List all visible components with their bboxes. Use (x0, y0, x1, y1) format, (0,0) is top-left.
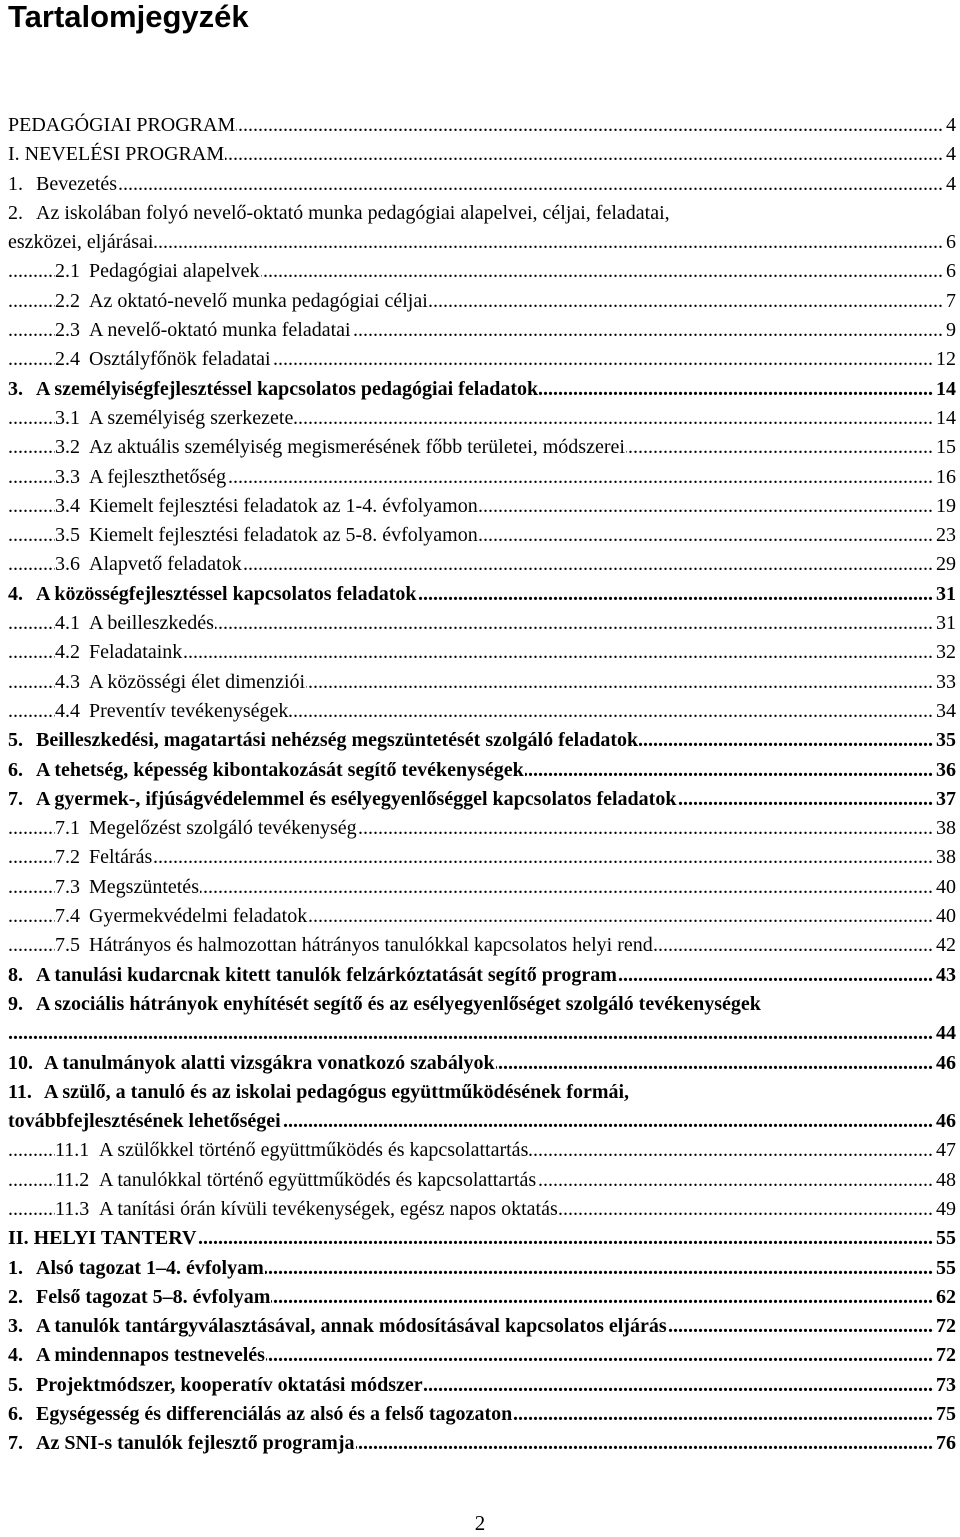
toc-entry-label (55, 404, 294, 433)
toc-entry-label (8, 228, 154, 257)
toc-entry-label (8, 199, 671, 228)
toc-entry[interactable] (8, 1371, 956, 1400)
toc-entry[interactable] (8, 1107, 956, 1136)
toc-entry-page: 32 (934, 638, 956, 667)
toc-entry-number: 2.1 (55, 260, 80, 283)
toc-entry-number: 1. (8, 1256, 23, 1279)
toc-entry-page: 73 (934, 1371, 956, 1400)
toc-entry[interactable] (8, 521, 956, 550)
toc-entry-text: II. HELYI TANTERV (8, 1227, 197, 1250)
toc-entry[interactable] (8, 228, 956, 257)
toc-entry-page: 19 (934, 492, 956, 521)
toc-entry[interactable] (8, 1224, 956, 1253)
toc-entry-text: Kiemelt fejlesztési feladatok az 5-8. évfolyamon (89, 524, 478, 547)
toc-entry[interactable] (8, 257, 956, 286)
toc-entry-number: 4.1 (55, 612, 80, 635)
toc-entry-text: A gyermek-, ifjúságvédelemmel és esélyegyenlőséggel kapcsolatos feladatok (36, 787, 677, 810)
toc-entry-text: Felső tagozat 5–8. évfolyam (36, 1285, 271, 1308)
toc-entry-text: Preventív tevékenységek (89, 699, 289, 722)
toc-entry-page: 72 (934, 1341, 956, 1370)
toc-entry-number: 4.3 (55, 670, 80, 693)
toc-entry[interactable] (8, 1254, 956, 1283)
toc-entry-label (55, 697, 289, 726)
toc-entry-label (55, 1166, 537, 1195)
toc-entry-label (8, 580, 418, 609)
toc-entry-page: 29 (934, 550, 956, 579)
toc-entry-page: 75 (934, 1400, 956, 1429)
toc-entry-page: 14 (934, 375, 956, 404)
toc-entry-label (8, 1224, 197, 1253)
toc-entry-number: 7.4 (55, 905, 80, 928)
toc-entry-page: 9 (944, 316, 956, 345)
toc-entry[interactable] (8, 287, 956, 316)
toc-entry-page: 34 (934, 697, 956, 726)
toc-entry-page: 15 (934, 433, 956, 462)
toc-entry-page: 47 (934, 1136, 956, 1165)
toc-entry-text: Hátrányos és halmozottan hátrányos tanulókkal kapcsolatos helyi rend (89, 934, 653, 957)
toc-entry[interactable] (8, 170, 956, 199)
toc-entry-label (55, 257, 261, 286)
toc-entry-page: 6 (944, 228, 956, 257)
toc-entry-number: 3.4 (55, 494, 80, 517)
toc-entry-page: 35 (934, 726, 956, 755)
toc-entry-label (55, 902, 308, 931)
toc-entry-text: Kiemelt fejlesztési feladatok az 1-4. évfolyamon (89, 494, 478, 517)
toc-entry-number: 4.2 (55, 641, 80, 664)
toc-entry-page: 38 (934, 843, 956, 872)
toc-entry-number: 3.3 (55, 465, 80, 488)
toc-entry-label (8, 1254, 265, 1283)
toc-entry-number: 7.2 (55, 846, 80, 869)
toc-entry-label (55, 1136, 529, 1165)
toc-entry[interactable] (8, 1341, 956, 1370)
toc-entry-label (8, 140, 225, 169)
toc-entry-page: 46 (934, 1107, 956, 1136)
toc-entry-label (55, 433, 626, 462)
toc-entry[interactable] (8, 1429, 956, 1458)
toc-entry[interactable] (8, 843, 956, 872)
toc-entry[interactable] (8, 492, 956, 521)
toc-entry-text: A személyiségfejlesztéssel kapcsolatos pedagógiai feladatok (36, 377, 539, 400)
toc-entry-text: A tanulók tantárgyválasztásával, annak módosításával kapcsolatos eljárás (36, 1315, 667, 1338)
toc-entry-label (8, 375, 539, 404)
toc-entry-number: 11.2 (55, 1168, 90, 1191)
toc-entry-label (8, 1400, 513, 1429)
toc-entry-label (55, 550, 243, 579)
toc-entry-label (8, 990, 762, 1019)
toc-entry-label (8, 1078, 630, 1107)
toc-entry-number: 1. (8, 172, 23, 195)
toc-entry-text: A tanulási kudarcnak kitett tanulók felzárkóztatását segítő program (36, 963, 617, 986)
toc-entry-text: A közösségfejlesztéssel kapcsolatos feladatok (36, 582, 417, 605)
toc-entry-number: 4.4 (55, 699, 80, 722)
toc-entry-text: Beilleszkedési, magatartási nehézség megszüntetését szolgáló feladatok (36, 729, 639, 752)
toc-entry-page: 4 (944, 140, 956, 169)
toc-entry[interactable] (8, 609, 956, 638)
toc-entry-number: 3. (8, 377, 23, 400)
toc-entry-text: Feltárás (89, 846, 153, 869)
toc-entry[interactable] (8, 990, 956, 1019)
toc-entry-page: 40 (934, 873, 956, 902)
toc-entry-label (8, 170, 118, 199)
toc-entry-label (55, 843, 153, 872)
toc-entry[interactable] (8, 580, 956, 609)
toc-entry[interactable] (8, 1078, 956, 1107)
toc-entry[interactable] (8, 873, 956, 902)
toc-entry-number: 8. (8, 963, 23, 986)
toc-entry-number: 11.1 (55, 1139, 90, 1162)
toc-entry-number: 7.5 (55, 934, 80, 957)
toc-entry-label (55, 668, 306, 697)
toc-entry-number: 3.1 (55, 406, 80, 429)
toc-entry[interactable] (8, 785, 956, 814)
toc-entry[interactable] (8, 404, 956, 433)
toc-entry-page: 4 (944, 170, 956, 199)
toc-entry-label (55, 521, 479, 550)
toc-entry-label (55, 492, 479, 521)
toc-entry-text: A mindennapos testnevelés (36, 1344, 265, 1367)
toc-entry-number: 11. (8, 1080, 32, 1103)
toc-entry-text: A tehetség, képesség kibontakozását segítő tevékenységek (36, 758, 524, 781)
dot-leader (8, 1019, 956, 1048)
toc-entry[interactable] (8, 199, 956, 228)
toc-entry-page: 62 (934, 1283, 956, 1312)
toc-entry-number: 7.1 (55, 817, 80, 840)
toc-entry-number: 2.3 (55, 319, 80, 342)
toc-entry-text: A szociális hátrányok enyhítését segítő és az esélyegyenlőséget szolgáló tevékenységek (36, 992, 761, 1015)
toc-entry[interactable] (8, 111, 956, 140)
toc-entry-page: 12 (934, 345, 956, 374)
toc-entry-page: 14 (934, 404, 956, 433)
toc-entry-label (8, 1429, 356, 1458)
toc-entry-text: Pedagógiai alapelvek (89, 260, 260, 283)
toc-entry-number: 10. (8, 1051, 33, 1074)
toc-entry-page: 43 (934, 961, 956, 990)
toc-entry-text: A fejleszthetőség (89, 465, 227, 488)
toc-entry-page: 31 (934, 609, 956, 638)
toc-entry-label (55, 814, 358, 843)
toc-entry[interactable] (8, 697, 956, 726)
toc-entry-text: I. NEVELÉSI PROGRAM (8, 143, 225, 166)
page-number: 2 (474, 1511, 486, 1535)
toc-entry-label (55, 1195, 559, 1224)
toc-entry-label (8, 726, 639, 755)
toc-entry-text: Bevezetés (36, 172, 118, 195)
toc-entry-page: 46 (934, 1049, 956, 1078)
toc-entry-label (55, 463, 227, 492)
toc-entry-text: A közösségi élet dimenziói (89, 670, 306, 693)
toc-entry-text: Alsó tagozat 1–4. évfolyam (36, 1256, 264, 1279)
toc-entry[interactable] (8, 1195, 956, 1224)
toc-entry-number: 3.2 (55, 436, 80, 459)
toc-entry-label (8, 756, 525, 785)
toc-entry-page: 38 (934, 814, 956, 843)
toc-entry-page: 7 (944, 287, 956, 316)
toc-entry-page: 6 (944, 257, 956, 286)
toc-entry-text: A személyiség szerkezete (89, 406, 294, 429)
toc-entry[interactable] (8, 931, 956, 960)
toc-entry-number: 6. (8, 758, 23, 781)
toc-entry[interactable] (8, 961, 956, 990)
toc-entry-number: 2.2 (55, 289, 80, 312)
toc-entry-number: 2.4 (55, 348, 80, 371)
toc-entry[interactable] (8, 375, 956, 404)
toc-entry[interactable] (8, 668, 956, 697)
toc-entry-page: 55 (934, 1224, 956, 1253)
toc-entry-number: 7. (8, 787, 23, 810)
toc-entry-page: 33 (934, 668, 956, 697)
toc-entry-number: 6. (8, 1403, 23, 1426)
toc-entry-page: 72 (934, 1312, 956, 1341)
toc-entry-text: Projektmódszer, kooperatív oktatási módszer (36, 1373, 423, 1396)
toc-entry-label (55, 609, 215, 638)
toc-entry-text: Megszüntetés (89, 875, 199, 898)
toc-entry[interactable] (8, 1136, 956, 1165)
toc-entry-text: A beilleszkedés (89, 612, 214, 635)
toc-entry-number: 11.3 (55, 1197, 90, 1220)
toc-entry[interactable] (8, 756, 956, 785)
toc-entry-label (55, 931, 654, 960)
toc-entry-page: 42 (934, 931, 956, 960)
toc-entry[interactable] (8, 1166, 956, 1195)
toc-entry[interactable] (8, 1049, 956, 1078)
toc-entry-page: 76 (934, 1429, 956, 1458)
toc-entry-label (55, 316, 352, 345)
toc-entry-label (8, 1371, 424, 1400)
toc-entry-page: 48 (934, 1166, 956, 1195)
toc-entry-page: 16 (934, 463, 956, 492)
toc-entry-number: 2. (8, 201, 23, 224)
toc-entry-label (55, 873, 200, 902)
toc-entry[interactable] (8, 433, 956, 462)
toc-entry-label (8, 1312, 668, 1341)
toc-entry-label (8, 1049, 496, 1078)
toc-entry-page: 44 (934, 1019, 956, 1048)
toc-entry-label (8, 961, 618, 990)
toc-entry-text: PEDAGÓGIAI PROGRAM (8, 114, 236, 136)
toc-entry-number: 5. (8, 1373, 23, 1396)
toc-entry-text: A tanulókkal történő együttműködés és kapcsolattartás (99, 1168, 537, 1191)
toc-entry-label (55, 638, 183, 667)
toc-entry-text: Feladataink (89, 641, 183, 664)
toc-entry-number: 3.5 (55, 524, 80, 547)
toc-entry-page: 55 (934, 1254, 956, 1283)
toc-entry[interactable] (8, 1283, 956, 1312)
toc-entry-text: eszközei, eljárásai (8, 231, 154, 254)
toc-entry-number: 4. (8, 582, 23, 605)
toc-entry-text: Az oktató-nevelő munka pedagógiai céljai (89, 289, 428, 312)
toc-entry-number: 7. (8, 1432, 23, 1455)
table-of-contents (8, 111, 956, 1459)
toc-entry-page: 40 (934, 902, 956, 931)
toc-entry-text: Gyermekvédelmi feladatok (89, 905, 308, 928)
page-title: Tartalomjegyzék (8, 0, 249, 34)
toc-entry-number: 4. (8, 1344, 23, 1367)
toc-entry[interactable] (8, 1312, 956, 1341)
toc-entry-text: Megelőzést szolgáló tevékenység (89, 817, 357, 840)
toc-entry-label (55, 287, 429, 316)
toc-entry[interactable] (8, 1019, 956, 1048)
toc-entry-text: Az SNI-s tanulók fejlesztő programja (36, 1432, 355, 1455)
toc-entry-text: A szülő, a tanuló és az iskolai pedagógus együttműködésének formái, (44, 1080, 630, 1103)
toc-entry-page: 23 (934, 521, 956, 550)
toc-entry-text: továbbfejlesztésének lehetőségei (8, 1110, 281, 1133)
toc-entry[interactable] (8, 726, 956, 755)
toc-entry[interactable] (8, 638, 956, 667)
toc-entry[interactable] (8, 140, 956, 169)
toc-entry-text: A tanulmányok alatti vizsgákra vonatkozó szabályok (44, 1051, 495, 1074)
toc-entry-text: A nevelő-oktató munka feladatai (89, 319, 351, 342)
toc-entry-label (8, 1283, 271, 1312)
dot-leader (8, 170, 956, 199)
toc-entry[interactable] (8, 463, 956, 492)
toc-entry-page: 31 (934, 580, 956, 609)
toc-entry[interactable] (8, 1400, 956, 1429)
toc-entry-label (8, 111, 236, 140)
toc-entry-text: Egységesség és differenciálás az alsó és a felső tagozaton (36, 1403, 513, 1426)
toc-entry-text: Osztályfőnök feladatai (89, 348, 271, 371)
toc-entry-page: 4 (944, 111, 956, 140)
toc-entry-number: 2. (8, 1285, 23, 1308)
toc-entry[interactable] (8, 814, 956, 843)
toc-entry-number: 9. (8, 992, 23, 1015)
toc-entry-text: Alapvető feladatok (89, 553, 242, 576)
toc-entry-number: 5. (8, 729, 23, 752)
toc-entry-label (55, 345, 272, 374)
toc-entry-number: 3. (8, 1315, 23, 1338)
toc-entry-page: 49 (934, 1195, 956, 1224)
toc-entry[interactable] (8, 550, 956, 579)
toc-entry-text: Az aktuális személyiség megismerésének főbb területei, módszerei (89, 436, 625, 459)
toc-entry-page: 37 (934, 785, 956, 814)
toc-entry-label (8, 785, 677, 814)
toc-entry-number: 3.6 (55, 553, 80, 576)
toc-entry-text: A szülőkkel történő együttműködés és kapcsolattartás (99, 1139, 529, 1162)
toc-entry-label (8, 1107, 282, 1136)
toc-entry-page: 36 (934, 756, 956, 785)
toc-entry[interactable] (8, 345, 956, 374)
toc-entry-text: A tanítási órán kívüli tevékenységek, egész napos oktatás (99, 1197, 558, 1220)
toc-entry-number: 7.3 (55, 875, 80, 898)
toc-entry-text: Az iskolában folyó nevelő-oktató munka pedagógiai alapelvei, céljai, feladatai, (36, 201, 670, 224)
toc-entry-label (8, 1341, 266, 1370)
toc-entry[interactable] (8, 316, 956, 345)
toc-entry[interactable] (8, 902, 956, 931)
